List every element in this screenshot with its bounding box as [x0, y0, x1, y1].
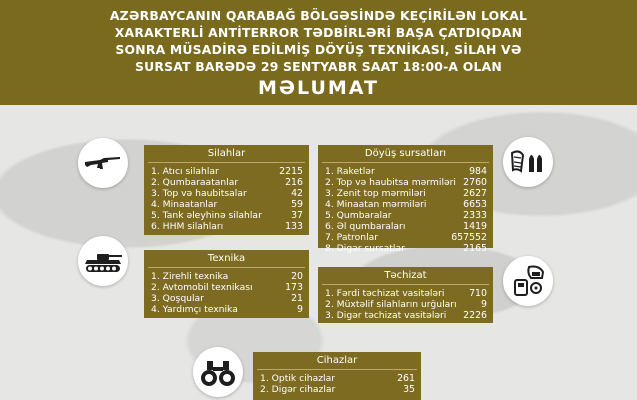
item-label: 1. Optik cihazlar [260, 373, 335, 384]
panel-title: Texnika [207, 253, 246, 264]
item-value: 1419 [463, 221, 487, 232]
item-value: 9 [481, 299, 487, 310]
item-label: 4. Yardımçı texnika [151, 304, 238, 315]
list-item [322, 166, 489, 177]
tank-icon [78, 236, 128, 286]
item-value: 710 [469, 288, 487, 299]
item-label: 5. Tank əleyhinə silahlar [151, 210, 262, 221]
item-value: 20 [291, 271, 303, 282]
item-label: 4. Minaatan mərmiləri [325, 199, 427, 210]
binoculars-icon [193, 347, 243, 397]
header-banner [0, 0, 637, 105]
header-line-1: AZƏRBAYCANIN QARABAĞ BÖLGƏSİNDƏ KEÇİRİLƏN LOKAL [109, 8, 528, 23]
item-label: 3. Zenit top mərmiləri [325, 188, 426, 199]
list-item [148, 304, 305, 315]
item-label: 1. Raketlər [325, 166, 375, 177]
item-value: 35 [403, 384, 415, 395]
item-label: 5. Qumbaralar [325, 210, 392, 221]
item-label: 2. Avtomobil texnikası [151, 282, 253, 293]
header-line-4: SURSAT BARƏDƏ 29 SENTYABR SAAT 18:00-A OLAN [135, 59, 502, 74]
list-item [148, 210, 305, 221]
item-label: 2. Qumbaraatanlar [151, 177, 239, 188]
panel-title: Cihazlar [316, 355, 358, 366]
item-value: 59 [291, 199, 303, 210]
header-title: MƏLUMAT [258, 77, 379, 99]
item-label: 3. Qoşqular [151, 293, 204, 304]
item-label: 3. Digər təchizat vasitələri [325, 310, 447, 321]
list-item [148, 177, 305, 188]
header-line-3: SONRA MÜSADİRƏ EDİLMİŞ DÖYÜŞ TEXNİKASI, SİLAH VƏ [115, 42, 522, 57]
panel-cihazlar [253, 352, 421, 400]
list-item [322, 188, 489, 199]
item-value: 984 [469, 166, 487, 177]
ammo-icon [503, 137, 553, 187]
item-value: 37 [291, 210, 303, 221]
item-label: 2. Digər cihazlar [260, 384, 336, 395]
item-label: 2. Top və haubitsa mərmiləri [325, 177, 456, 188]
item-value: 42 [291, 188, 303, 199]
panel-texnika [144, 250, 309, 318]
list-item [148, 166, 305, 177]
list-item [322, 221, 489, 232]
list-item [322, 177, 489, 188]
item-label: 8. Digər sursatlar [325, 243, 405, 254]
item-label: 6. HHM silahları [151, 221, 224, 232]
list-item [148, 188, 305, 199]
list-item [322, 210, 489, 221]
list-item [148, 271, 305, 282]
item-value: 216 [285, 177, 303, 188]
item-label: 2. Müxtəlif silahların urğuları [325, 299, 457, 310]
panel-title: Təchizat [384, 270, 427, 281]
item-label: 1. Fərdi təchizat vasitələri [325, 288, 445, 299]
item-value: 133 [285, 221, 303, 232]
item-label: 1. Atıcı silahlar [151, 166, 219, 177]
header-line-2: XARAKTERLİ ANTİTERROR TƏDBİRLƏRİ BAŞA ÇATDIQDAN [114, 25, 523, 40]
rifle-icon [78, 138, 128, 188]
list-item [322, 299, 489, 310]
list-item [148, 221, 305, 232]
item-value: 657552 [451, 232, 487, 243]
list-item [148, 199, 305, 210]
list-item [257, 384, 417, 395]
item-value: 2760 [463, 177, 487, 188]
panel-silahlar [144, 145, 309, 235]
item-value: 261 [397, 373, 415, 384]
list-item [322, 288, 489, 299]
item-label: 3. Top və haubitsalar [151, 188, 247, 199]
list-item [148, 293, 305, 304]
list-item [322, 199, 489, 210]
list-item [257, 373, 417, 384]
panel-techizat [318, 267, 493, 323]
item-value: 9 [297, 304, 303, 315]
item-label: 7. Patronlar [325, 232, 379, 243]
item-label: 4. Minaatanlar [151, 199, 218, 210]
list-item [322, 232, 489, 243]
list-item [322, 310, 489, 321]
list-item [322, 243, 489, 254]
panel-doyush-sursatlari [318, 145, 493, 254]
item-value: 21 [291, 293, 303, 304]
item-label: 1. Zirehli texnika [151, 271, 229, 282]
list-item [148, 282, 305, 293]
item-value: 173 [285, 282, 303, 293]
panel-title: Silahlar [207, 148, 246, 159]
gear-equipment-icon [503, 256, 553, 306]
item-value: 2627 [463, 188, 487, 199]
item-value: 2165 [463, 243, 487, 254]
item-value: 2215 [279, 166, 303, 177]
item-value: 2226 [463, 310, 487, 321]
item-value: 2333 [463, 210, 487, 221]
item-label: 6. Əl qumbaraları [325, 221, 406, 232]
panel-title: Döyüş sursatları [364, 148, 447, 159]
item-value: 6653 [463, 199, 487, 210]
